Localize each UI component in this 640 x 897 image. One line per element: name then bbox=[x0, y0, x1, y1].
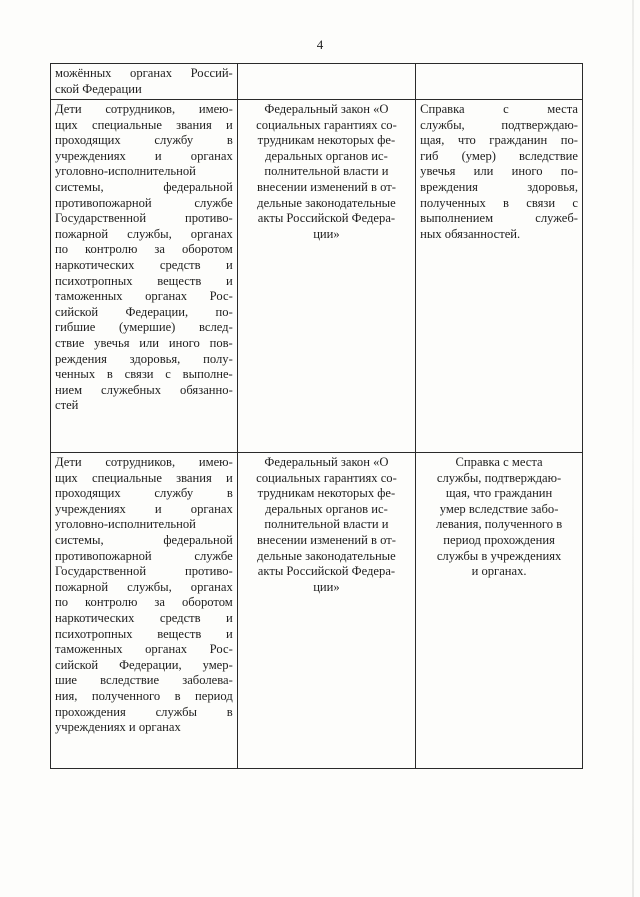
cell-line: полученных в связи с bbox=[420, 195, 578, 210]
table-cell-law bbox=[237, 64, 415, 100]
cell-line: выполнением служеб- bbox=[420, 211, 578, 226]
cell-line: левания, полученного в bbox=[435, 517, 563, 532]
cell-line: Дети сотрудников, имею- bbox=[55, 455, 233, 469]
cell-line: деральных органов ис- bbox=[265, 148, 388, 163]
cell-line: полнительной власти и bbox=[264, 517, 389, 532]
page-number: 4 bbox=[316, 37, 324, 52]
cell-line: гиб (умер) вследствие bbox=[420, 148, 578, 163]
cell-line: сийской Федерации, по- bbox=[55, 304, 233, 319]
cell-line: сийской Федерации, умер- bbox=[55, 657, 233, 672]
cell-line: акты Российской Федера- bbox=[257, 564, 396, 579]
cell-line: психотропных веществ и bbox=[55, 626, 233, 641]
cell-line: психотропных веществ и bbox=[55, 273, 233, 288]
cell-line: реждения здоровья, полу- bbox=[55, 351, 233, 366]
cell-line: стей bbox=[55, 398, 79, 413]
cell-line: проходящих службу в bbox=[55, 133, 233, 148]
cell-line: дельные законодательные bbox=[257, 548, 396, 563]
cell-line: ции» bbox=[313, 226, 340, 241]
cell-line: по контролю за оборотом bbox=[55, 242, 233, 257]
cell-line: Государственной противо- bbox=[55, 211, 233, 226]
cell-line: щая, что гражданин по- bbox=[420, 133, 578, 148]
cell-line: дельные законодательные bbox=[257, 195, 396, 210]
cell-line: ции» bbox=[313, 579, 340, 594]
table-cell-recipient bbox=[51, 64, 238, 100]
cell-line: период прохождения bbox=[443, 532, 555, 547]
cell-line: службы, подтверждаю- bbox=[436, 470, 562, 485]
cell-line: трудникам некоторых фе- bbox=[257, 133, 396, 148]
cell-line: проходящих службу в bbox=[55, 486, 233, 501]
cell-line: социальных гарантиях со- bbox=[256, 470, 397, 485]
cell-line: вреждения здоровья, bbox=[420, 179, 578, 194]
cell-line: ченных в связи с выполне- bbox=[55, 367, 233, 382]
cell-line: щих специальные звания и bbox=[55, 470, 233, 485]
cell-line: Справка с места bbox=[420, 102, 578, 116]
cell-line: пожарной службы, органах bbox=[55, 226, 233, 241]
cell-line: внесении изменений в от- bbox=[256, 532, 396, 547]
cell-line: гибшие (умершие) вслед- bbox=[55, 320, 233, 335]
cell-line: полнительной власти и bbox=[264, 164, 389, 179]
cell-line: Федеральный закон «О bbox=[264, 102, 389, 116]
scan-edge-shadow bbox=[632, 0, 634, 897]
cell-line: внесении изменений в от- bbox=[256, 179, 396, 194]
table-cell-law bbox=[237, 100, 415, 453]
cell-line: ния, полученного в период bbox=[55, 688, 233, 703]
table-cell-document bbox=[416, 453, 583, 769]
cell-line: учреждениях и органах bbox=[55, 501, 233, 516]
cell-line: и органах. bbox=[471, 564, 527, 579]
table-cell-recipient bbox=[51, 453, 238, 769]
cell-line: пожарной службы, органах bbox=[55, 579, 233, 594]
cell-line: социальных гарантиях со- bbox=[256, 117, 397, 132]
table-row bbox=[51, 64, 583, 100]
cell-line: умер вследствие забо- bbox=[439, 501, 559, 516]
cell-line: противопожарной службе bbox=[55, 548, 233, 563]
cell-line: учреждениях и органах bbox=[55, 148, 233, 163]
cell-line: акты Российской Федера- bbox=[257, 211, 396, 226]
cell-line: системы, федеральной bbox=[55, 179, 233, 194]
cell-line: щих специальные звания и bbox=[55, 117, 233, 132]
cell-line: наркотических средств и bbox=[55, 257, 233, 272]
cell-line: противопожарной службе bbox=[55, 195, 233, 210]
cell-line: щая, что гражданин bbox=[445, 486, 553, 501]
cell-line: уголовно-исполнительной bbox=[55, 164, 196, 179]
cell-line: деральных органов ис- bbox=[265, 501, 388, 516]
cell-line: таможенных органах Рос- bbox=[55, 289, 233, 304]
table-cell-document bbox=[416, 100, 583, 453]
cell-line: системы, федеральной bbox=[55, 532, 233, 547]
cell-line: нием служебных обязанно- bbox=[55, 382, 233, 397]
table-cell-law bbox=[237, 453, 415, 769]
cell-line: увечья или иного по- bbox=[420, 164, 578, 179]
cell-line: наркотических средств и bbox=[55, 610, 233, 625]
cell-line: шие вследствие заболева- bbox=[55, 673, 233, 688]
cell-line: службы в учреждениях bbox=[436, 548, 562, 563]
table-cell-recipient bbox=[51, 100, 238, 453]
cell-line: Государственной противо- bbox=[55, 564, 233, 579]
cell-line: ской Федерации bbox=[55, 81, 142, 96]
cell-line: по контролю за оборотом bbox=[55, 595, 233, 610]
cell-line: можённых органах Россий- bbox=[55, 66, 233, 80]
cell-line: Дети сотрудников, имею- bbox=[55, 102, 233, 116]
cell-line: уголовно-исполнительной bbox=[55, 517, 196, 532]
cell-line: ных обязанностей. bbox=[420, 226, 521, 241]
cell-line: таможенных органах Рос- bbox=[55, 642, 233, 657]
cell-line: службы, подтверждаю- bbox=[420, 117, 578, 132]
table-row bbox=[51, 453, 583, 769]
cell-line: прохождения службы в bbox=[55, 704, 233, 719]
cell-line: Справка с места bbox=[455, 455, 543, 469]
cell-line: ствие увечья или иного пов- bbox=[55, 335, 233, 350]
cell-line: учреждениях и органах bbox=[55, 720, 181, 735]
table-cell-document bbox=[416, 64, 583, 100]
table-row bbox=[51, 100, 583, 453]
document-table bbox=[50, 63, 583, 769]
cell-line: трудникам некоторых фе- bbox=[257, 486, 396, 501]
cell-line: Федеральный закон «О bbox=[264, 455, 389, 469]
